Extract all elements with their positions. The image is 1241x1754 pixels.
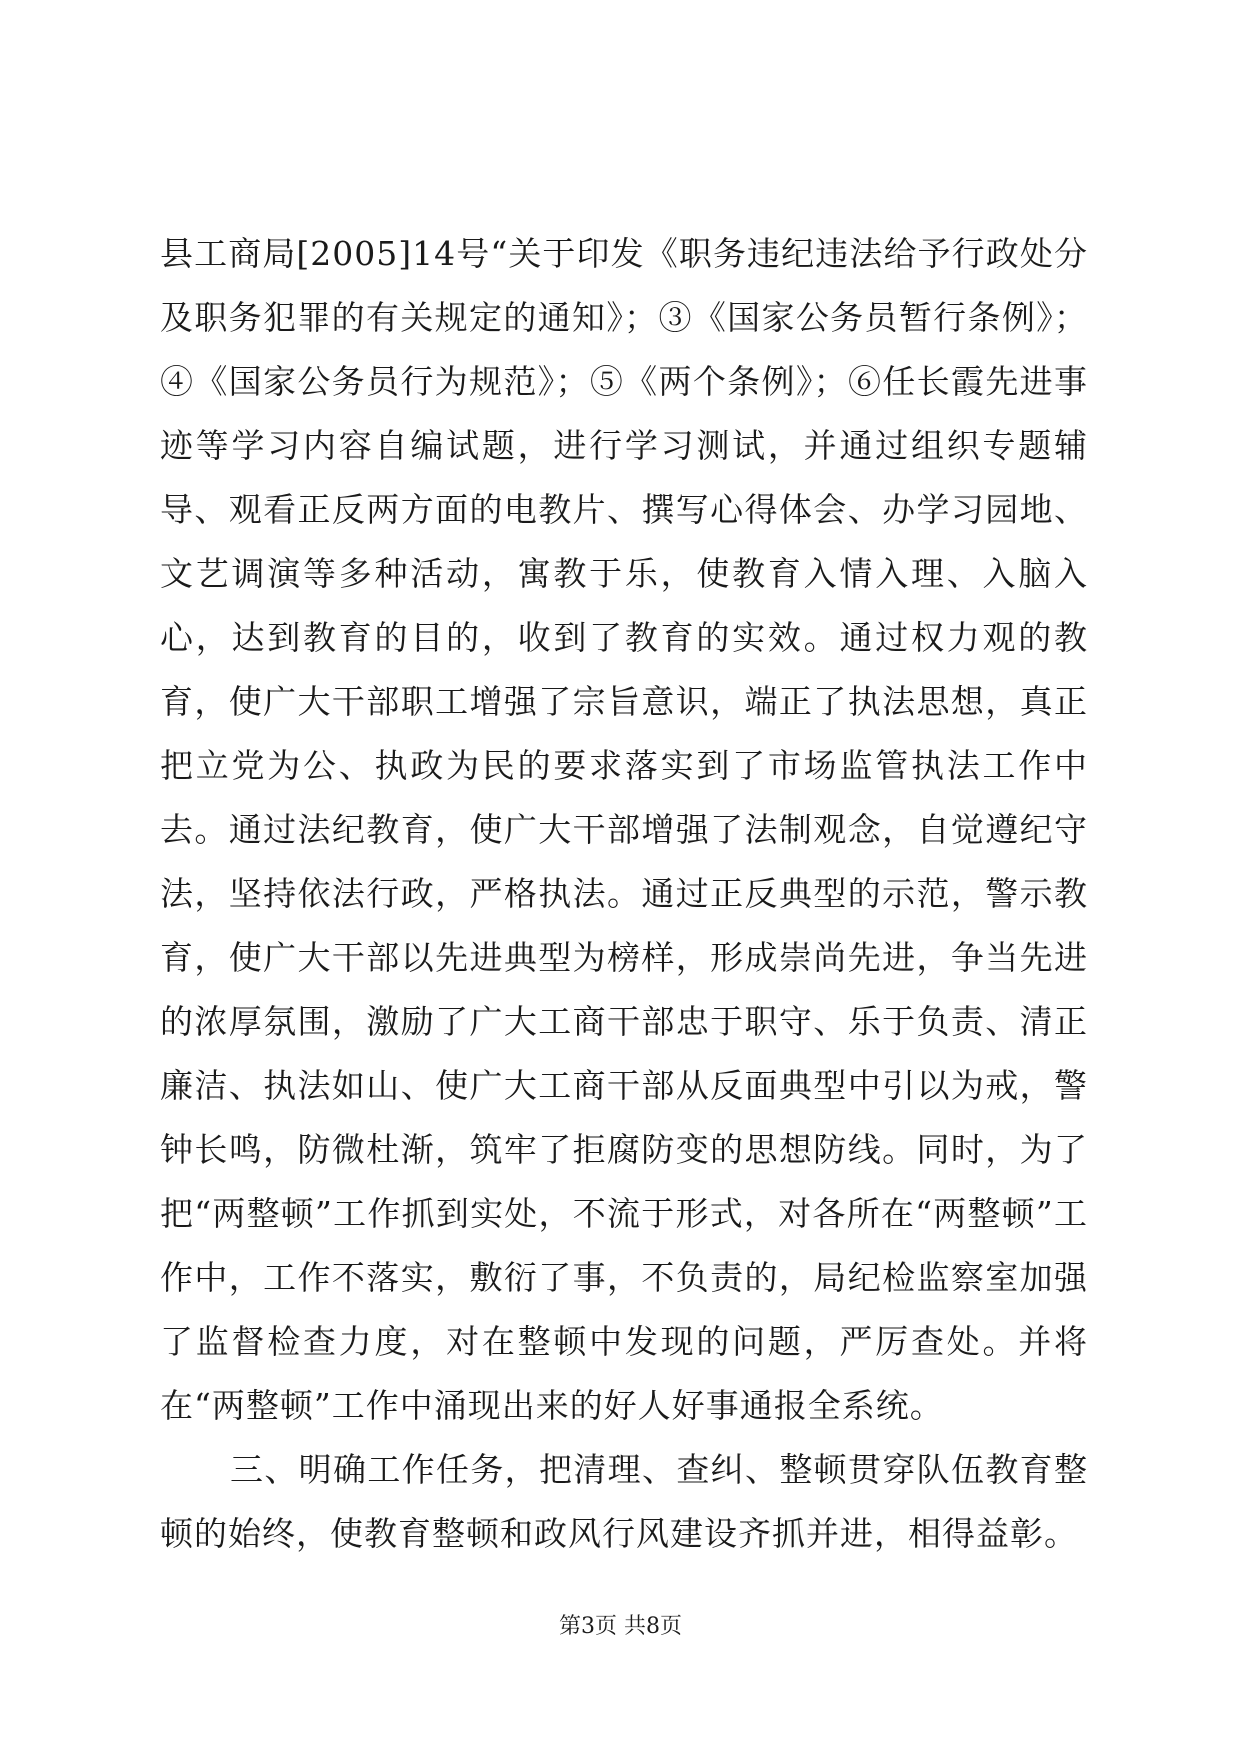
body-paragraph-1: 县工商局[2005]14号“关于印发《职务违纪违法给予行政处分及职务犯罪的有关规定的通知》；③《国家公务员暂行条例》；④《国家公务员行为规范》；⑤《两个条例》；⑥任长霞先进事迹等学习内容自编试题，进行学习测试，并通过组织专题辅导、观看正反两方面的电教片、撰写心得体会、办学习园地、文艺调演等多种活动，寓教于乐，使教育入情入理、入脑入心，达到教育的目的，收到了教育的实效。通过权力观的教育，使广大干部职工增强了宗旨意识，端正了执法思想，真正把立党为公、执政为民的要求落实到了市场监管执法工作中去。通过法纪教育，使广大干部增强了法制观念，自觉遵纪守法，坚持依法行政，严格执法。通过正反典型的示范，警示教育，使广大干部以先进典型为榜样，形成崇尚先进，争当先进的浓厚氛围，激励了广大工商干部忠于职守、乐于负责、清正廉洁、执法如山、使广大工商干部从反面典型中引以为戒，警钟长鸣，防微杜渐，筑牢了拒腐防变的思想防线。同时，为了把“两整顿”工作抓到实处，不流于形式，对各所在“两整顿”工作中，工作不落实，敷衍了事，不负责的，局纪检监察室加强了监督检查力度，对在整顿中发现的问题，严厉查处。并将在“两整顿”工作中涌现出来的好人好事通报全系统。	[160, 234, 1088, 1425]
page-number-footer: 第3页 共8页	[559, 1614, 682, 1639]
body-paragraph-2-section-heading: 三、明确工作任务，把清理、查纠、整顿贯穿队伍教育整顿的始终，使教育整顿和政风行风建设齐抓并进，相得益彰。	[160, 1450, 1088, 1553]
document-body	[160, 222, 1088, 1566]
